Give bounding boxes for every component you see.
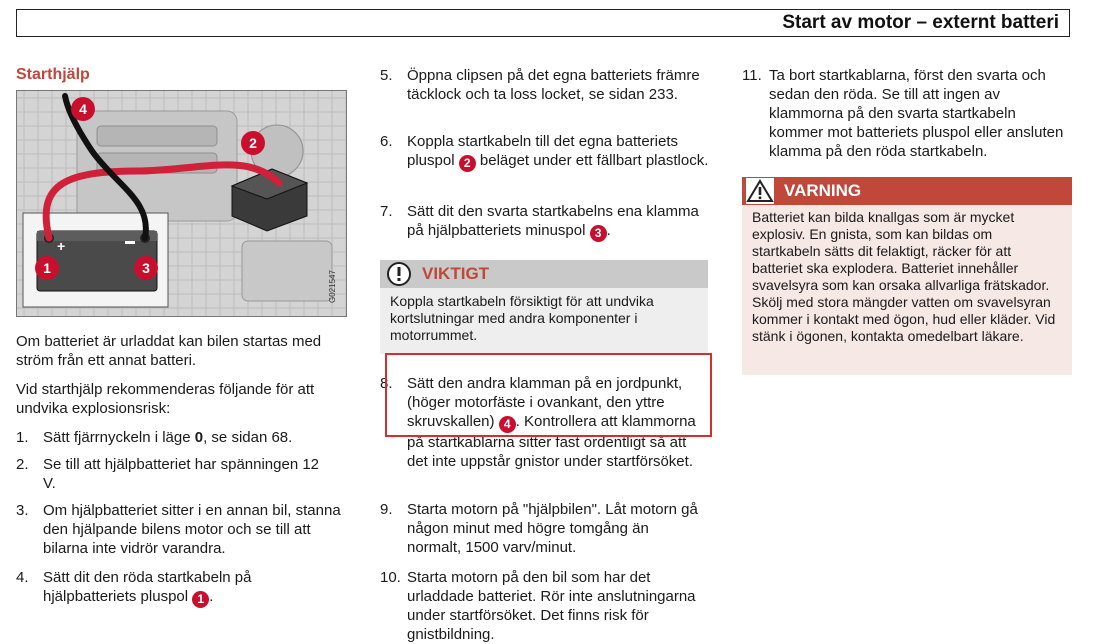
callout-badge-3: 3: [590, 225, 607, 242]
svg-text:3: 3: [142, 260, 150, 276]
warning-label: VARNING: [784, 181, 862, 200]
intro-paragraph-2: Vid starthjälp rekommenderas följande för att undvika explosionsrisk:: [16, 381, 315, 417]
engine-diagram: [17, 91, 347, 317]
figure-code: G021547: [328, 270, 337, 303]
section-title: Starthjälp: [16, 66, 90, 83]
svg-text:2: 2: [249, 135, 257, 151]
page-header: [16, 9, 1070, 37]
callout-4: [71, 97, 95, 121]
jump-start-illustration: [16, 90, 347, 317]
highlight-box: [385, 353, 712, 437]
important-header: [380, 260, 708, 288]
callout-badge-2: 2: [459, 155, 476, 172]
warning-icon: [746, 178, 774, 204]
warning-header: [742, 177, 1072, 205]
page-title: Start av motor – externt batteri: [782, 12, 1059, 33]
svg-text:+: +: [57, 238, 66, 254]
callout-badge-4: 4: [499, 416, 516, 433]
callout-2: [241, 131, 265, 155]
intro-paragraph-1: Om batteriet är urladdat kan bilen startas med ström från ett annat batteri.: [16, 333, 322, 369]
warning-text: Batteriet kan bilda knallgas som är mycket explosiv. En gnista, som kan bildas om startkabeln sätts dit felaktigt, räcker för att batteriet ska explodera. Batteriet innehåller svavelsyra som kan orsaka allvarliga frätskador. Skölj med stora mängder vatten om svavelsyran kommer i kontakt med ögon, hud eller kläder. Vid stänk i ögonen, kontakta omedelbart läkare.: [742, 205, 1072, 375]
callout-badge-1: 1: [192, 591, 209, 608]
svg-text:1: 1: [43, 260, 51, 276]
callout-3: [134, 256, 158, 280]
important-label: VIKTIGT: [422, 264, 490, 283]
important-text: Koppla startkabeln försiktigt för att undvika kortslutningar med andra komponenter i motorrummet.: [380, 288, 708, 354]
callout-1: [35, 256, 59, 280]
important-icon: [386, 261, 412, 287]
svg-text:4: 4: [79, 101, 87, 117]
